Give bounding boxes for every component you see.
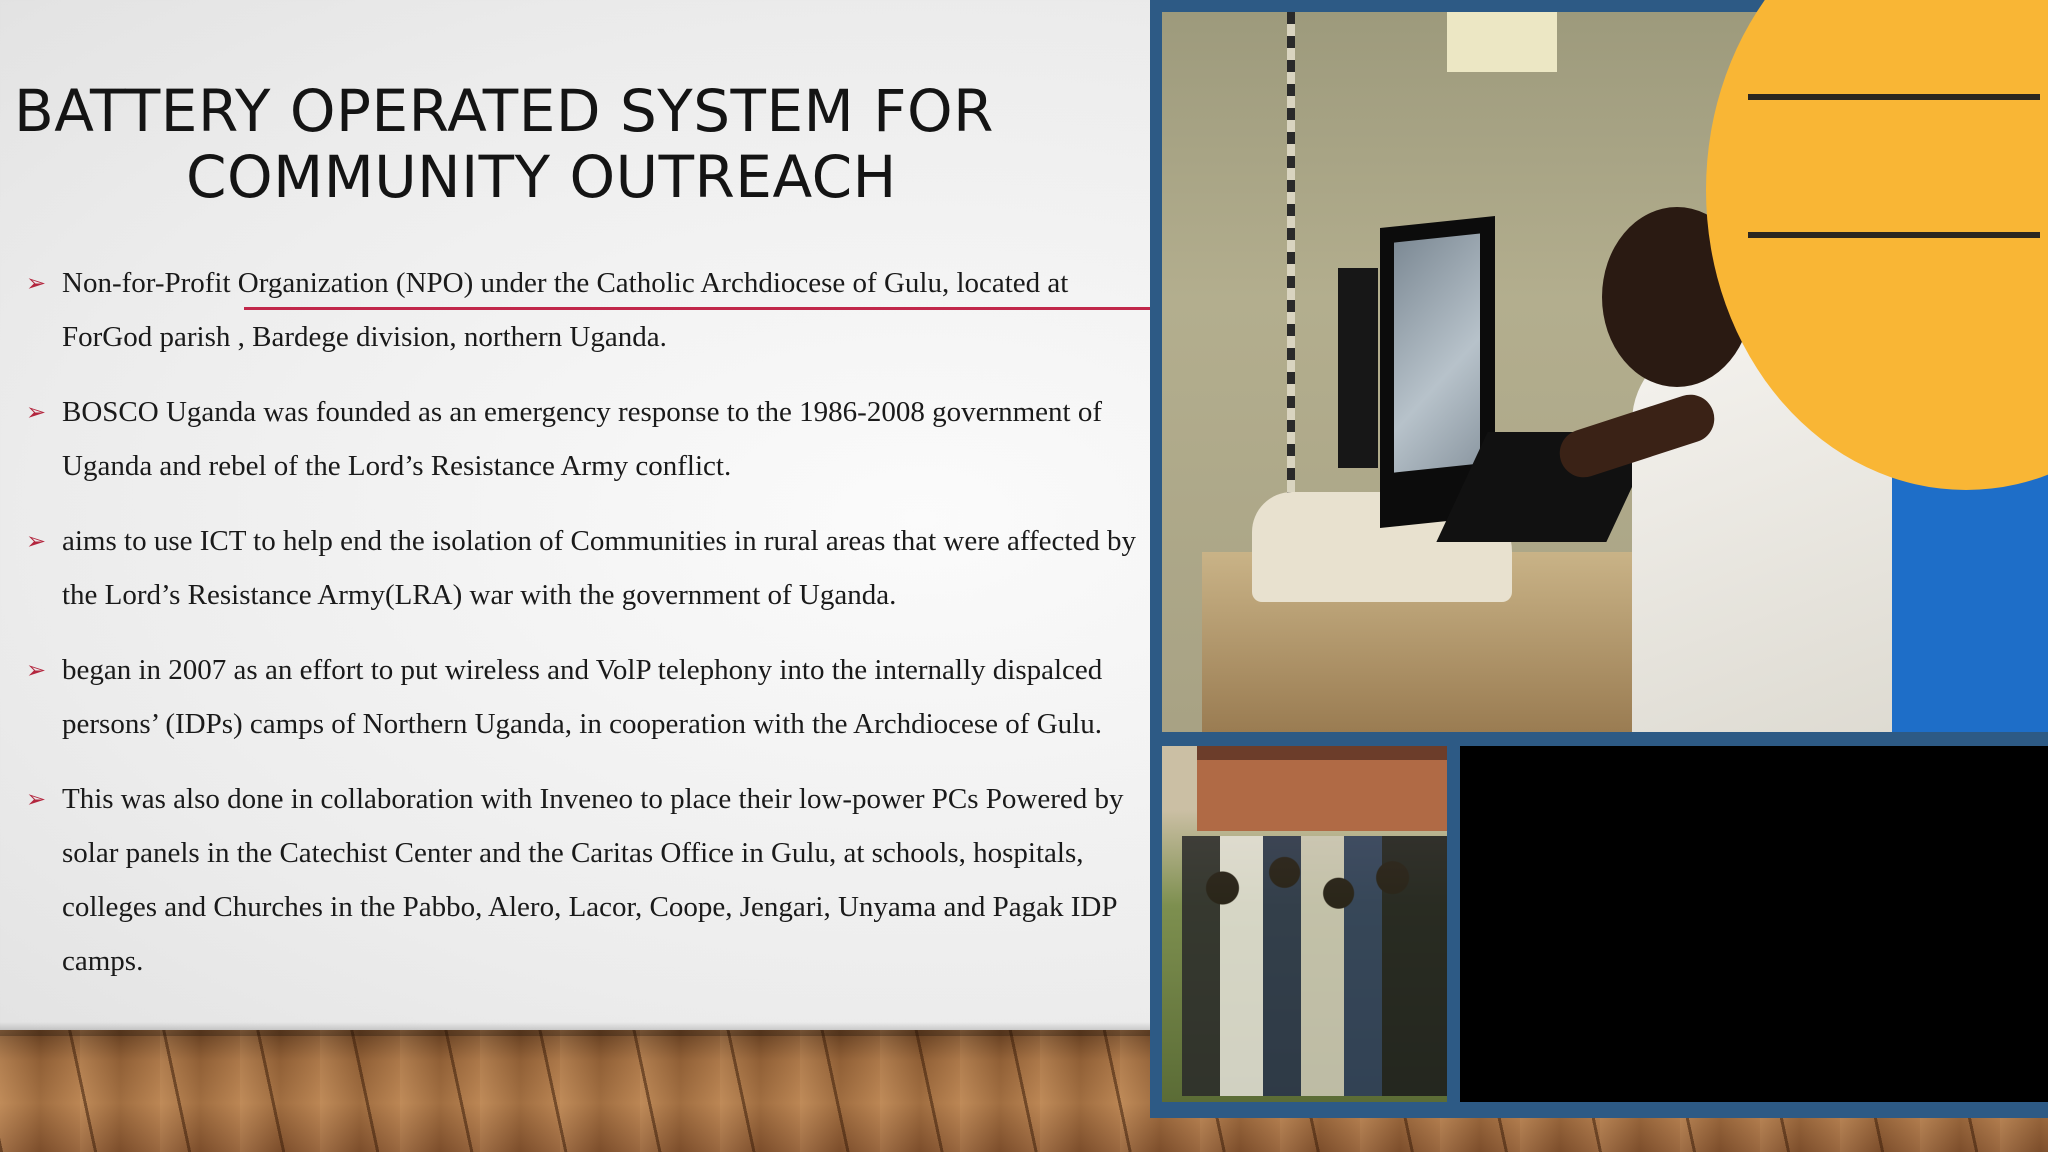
slide-title xyxy=(14,78,1134,210)
arrow-bullet-icon: ➢ xyxy=(26,527,47,555)
bullet-item xyxy=(26,772,1156,988)
wall-window xyxy=(1447,12,1557,72)
bullet-list xyxy=(26,256,1156,1009)
bullet-item xyxy=(26,385,1156,493)
floor-shadow xyxy=(0,1022,1152,1036)
arrow-bullet-icon: ➢ xyxy=(26,269,47,297)
arrow-bullet-icon: ➢ xyxy=(26,398,47,426)
disc-line-top xyxy=(1748,94,2040,100)
slide-title-line1: BATTERY OPERATED SYSTEM FOR xyxy=(14,77,994,145)
bullet-text: aims to use ICT to help end the isolation of Communities in rural areas that were affected by the Lord’s Resistance Army(LRA) war with the government of Uganda. xyxy=(62,525,1137,611)
bullet-text: This was also done in collaboration with Inveneo to place their low-power PCs Powered by solar panels in the Catechist Center and the Caritas Office in Gulu, at schools, hospitals, colleges and Churches in the Pabbo, Alero, Lacor, Coope, Jengari, Unyama and Pagak IDP camps. xyxy=(62,783,1124,977)
building-roof xyxy=(1197,746,1447,760)
group-of-people xyxy=(1182,836,1447,1096)
disc-line-bottom xyxy=(1748,232,2040,238)
monitor-screen xyxy=(1394,234,1480,473)
bullet-text: began in 2007 as an effort to put wireless and VolP telephony into the internally dispalced persons’ (IDPs) camps of Northern Uganda, in cooperation with the Archdiocese of Gulu. xyxy=(62,654,1103,740)
secondary-monitor xyxy=(1338,268,1378,468)
bullet-item xyxy=(26,643,1156,751)
bullet-text: BOSCO Uganda was founded as an emergency response to the 1986-2008 government of Uganda and rebel of the Lord’s Resistance Army conflict. xyxy=(62,396,1103,482)
black-image-placeholder xyxy=(1460,746,2048,1102)
building xyxy=(1197,756,1447,831)
arrow-bullet-icon: ➢ xyxy=(26,656,47,684)
bullet-item xyxy=(26,256,1156,364)
slide-title-line2: COMMUNITY OUTREACH xyxy=(186,143,897,211)
arrow-bullet-icon: ➢ xyxy=(26,785,47,813)
bullet-item xyxy=(26,514,1156,622)
photo-group-outdoors xyxy=(1162,746,1447,1102)
bullet-text: Non-for-Profit Organization (NPO) under the Catholic Archdiocese of Gulu, located at ForGod parish , Bardege division, northern Uganda. xyxy=(62,267,1069,353)
